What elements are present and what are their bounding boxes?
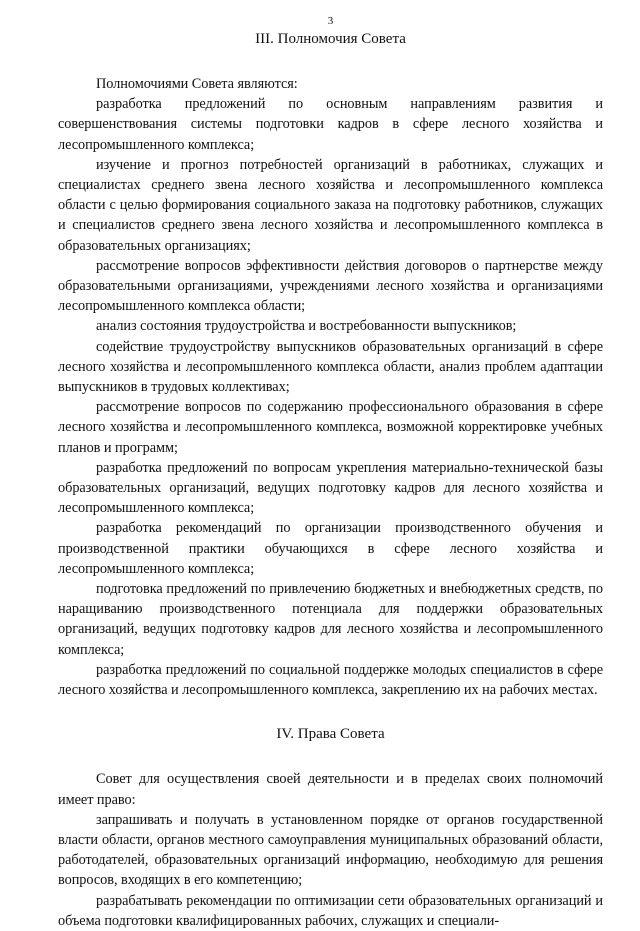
section-powers-body xyxy=(58,74,603,700)
page-number: 3 xyxy=(327,15,334,27)
paragraph: подготовка предложений по привлечению бюджетных и внебюджетных средств, по наращиванию производственного потенциала для поддержки образовательных организаций, ведущих подготовку кадров для лесного хозяйства и лесопромышленного комплекса; xyxy=(58,581,603,658)
paragraph: изучение и прогноз потребностей организаций в работниках, служащих и специалистах среднего звена лесного хозяйства и лесопромышленного комплекса области с целью формирования социального заказа на подготовку работников, служащих и специалистов среднего звена лесного хозяйства и лесопромышленного комплекса в образовательных организациях; xyxy=(58,156,603,254)
paragraph: запрашивать и получать в установленном порядке от органов государственной власти области, органов местного самоуправления муниципальных образований области, работодателей, образовательных организаций информацию, необходимую для решения вопросов, входящих в его компетенцию; xyxy=(58,811,603,889)
paragraph: разрабатывать рекомендации по оптимизации сети образовательных организаций и объема подготовки квалифицированных рабочих, служащих и специали- xyxy=(58,892,603,929)
paragraph: рассмотрение вопросов по содержанию профессионального образования в сфере лесного хозяйства и лесопромышленного комплекса, возможной корректировке учебных планов и программ; xyxy=(58,399,603,456)
paragraph: разработка предложений по вопросам укрепления материально-технической базы образовательных организаций, ведущих подготовку кадров для лесного хозяйства и лесопромышленного комплекса; xyxy=(58,459,603,517)
paragraph: анализ состояния трудоустройства и востребованности выпускников; xyxy=(96,318,517,335)
section-rights-body xyxy=(58,769,603,931)
paragraph: Совет для осуществления своей деятельности и в пределах своих полномочий имеет право: xyxy=(58,771,603,808)
paragraph: разработка предложений по основным направлениям развития и совершенствования системы подготовки кадров в сфере лесного хозяйства и лесопромышленного комплекса; xyxy=(58,96,603,153)
paragraph: содействие трудоустройству выпускников образовательных организаций в сфере лесного хозяйства и лесопромышленного комплекса области, анализ проблем адаптации выпускников в трудовых коллективах; xyxy=(58,338,603,396)
section-heading-rights: IV. Права Совета xyxy=(276,726,385,743)
section-heading-powers: III. Полномочия Совета xyxy=(255,31,406,47)
paragraph: Полномочиями Совета являются: xyxy=(96,76,298,92)
paragraph: рассмотрение вопросов эффективности действия договоров о партнерстве между образовательными организациями, учреждениями лесного хозяйства и организациями лесопромышленного комплекса области; xyxy=(58,257,603,315)
paragraph: разработка рекомендаций по организации производственного обучения и производственной практики обучающихся в сфере лесного хозяйства и лесопромышленного комплекса; xyxy=(58,520,603,577)
paragraph: разработка предложений по социальной поддержке молодых специалистов в сфере лесного хозяйства и лесопромышленного комплекса, закреплению их на рабочих местах. xyxy=(58,661,603,699)
